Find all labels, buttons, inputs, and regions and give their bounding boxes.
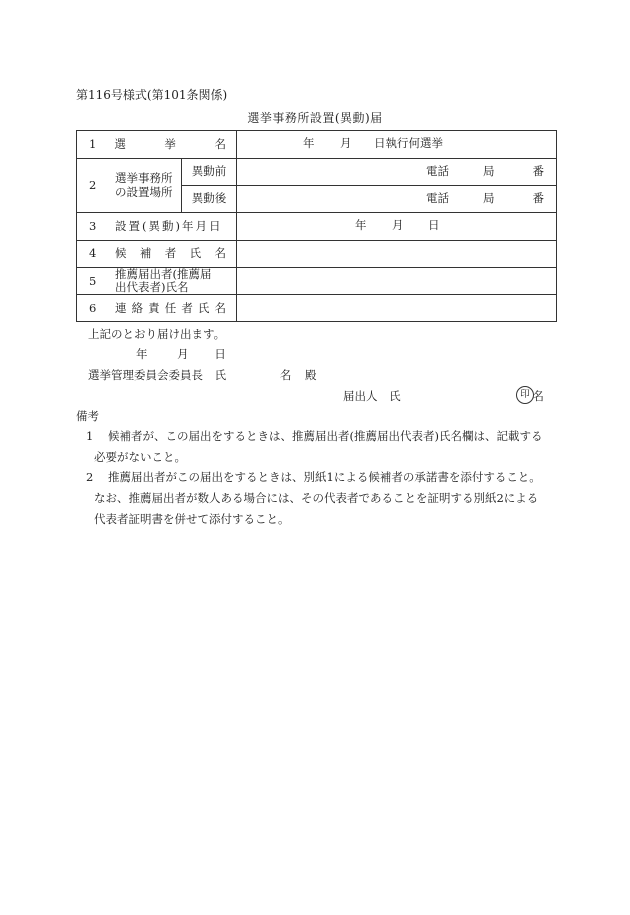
value-setup-date[interactable] — [237, 213, 557, 241]
year-text: 年 — [355, 218, 367, 232]
day-text: 日 — [428, 218, 440, 232]
row-office-location-before — [77, 159, 557, 186]
remark-note-2 — [86, 467, 560, 530]
label-line: 推薦届出者(推薦届 — [115, 267, 212, 281]
note-number: 2 — [86, 470, 94, 484]
label-line: の設置場所 — [115, 184, 173, 199]
label-char: 絡 — [131, 300, 144, 315]
document-title: 選挙事務所設置(異動)届 — [247, 111, 383, 125]
year-text: 年 — [136, 347, 148, 361]
honorific-label: 殿 — [304, 368, 317, 382]
label-char: 責 — [148, 300, 160, 315]
label-char: 任 — [164, 300, 177, 315]
row-number: 2 — [89, 177, 97, 192]
label-char: 名 — [214, 136, 227, 151]
label-election-name — [77, 131, 237, 159]
note-line: 代表者証明書を併せて添付すること。 — [94, 512, 290, 526]
submitter-label: 届出人 — [343, 389, 378, 403]
label-char: 補 — [139, 246, 152, 261]
label-before-change: 異動前 — [182, 159, 237, 186]
month-text: 月 — [177, 347, 189, 361]
value-before-change[interactable] — [237, 159, 557, 186]
label-char: 者 — [164, 246, 177, 261]
row-election-name — [77, 131, 557, 159]
row-setup-date — [77, 213, 557, 241]
note-number: 1 — [86, 429, 94, 443]
row-candidate-name — [77, 241, 557, 268]
surname-label: 氏 — [389, 389, 401, 403]
row-number: 4 — [89, 246, 97, 261]
label-line: 選挙事務所 — [115, 170, 173, 185]
phone-label: 電話 — [426, 164, 450, 179]
addressee-title: 選挙管理委員会委員長 — [88, 368, 203, 382]
remark-note-1 — [86, 426, 560, 468]
label-line: 出代表者)氏名 — [115, 280, 189, 295]
seal-mark: 印 — [516, 386, 534, 404]
row-recommender-name — [77, 268, 557, 295]
row-contact-person-name — [77, 295, 557, 322]
value-contact-person-name[interactable] — [237, 295, 557, 322]
phone-label: 電話 — [426, 191, 450, 206]
addressee-line — [88, 367, 316, 383]
label-office-location — [77, 159, 182, 213]
notification-form-table — [76, 130, 557, 322]
label-char: 者 — [181, 300, 193, 315]
label-setup-date — [77, 213, 237, 241]
value-recommender-name[interactable] — [237, 268, 557, 295]
exchange-label: 局 — [483, 164, 495, 179]
label-char: 連 — [115, 300, 127, 315]
surname-label: 氏 — [214, 368, 227, 382]
value-candidate-name[interactable] — [237, 241, 557, 268]
number-label: 番 — [532, 191, 545, 206]
label-char: 選 — [114, 136, 126, 151]
month-text: 月 — [340, 136, 352, 150]
label-char: 挙 — [164, 136, 176, 151]
form-number: 第116号様式(第101条関係) — [76, 88, 228, 102]
given-name-label: 名 — [279, 368, 292, 382]
value-after-change[interactable] — [237, 186, 557, 213]
row-number: 1 — [89, 136, 97, 151]
day-election-text: 日執行何選挙 — [374, 136, 444, 150]
day-text: 日 — [214, 347, 226, 361]
note-line: 候補者が、この届出をするときは、推薦届出者(推薦届出代表者)氏名欄は、記載する — [108, 429, 543, 443]
exchange-label: 局 — [483, 191, 495, 206]
label-char: 名 — [214, 300, 226, 315]
label-contact-person-name — [77, 295, 237, 322]
row-number: 6 — [89, 300, 97, 315]
remarks-title: 備考 — [76, 409, 99, 423]
note-line: 推薦届出者がこの届出をするときは、別紙1による候補者の承諾書を添付すること。 — [108, 470, 541, 484]
value-election-name[interactable] — [237, 131, 557, 159]
label-char: 氏 — [197, 300, 210, 315]
label-char: 候 — [115, 246, 127, 261]
month-text: 月 — [392, 218, 404, 232]
note-line: 必要がないこと。 — [94, 450, 186, 464]
submitter-line — [343, 388, 544, 404]
label-char: 氏 — [189, 246, 202, 261]
label-text: 設置(異動)年月日 — [115, 218, 223, 233]
label-candidate-name — [77, 241, 237, 268]
number-label: 番 — [532, 164, 545, 179]
note-line: なお、推薦届出者が数人ある場合には、その代表者であることを証明する別紙2による — [94, 491, 539, 505]
given-name-label: 名 — [532, 389, 544, 403]
label-recommender-name — [77, 268, 237, 295]
row-number: 5 — [89, 273, 97, 288]
row-number: 3 — [89, 218, 97, 233]
submission-date — [136, 346, 226, 362]
label-char: 名 — [214, 246, 226, 261]
submission-notice: 上記のとおり届け出ます。 — [88, 327, 226, 341]
label-after-change: 異動後 — [182, 186, 237, 213]
year-text: 年 — [303, 136, 315, 150]
